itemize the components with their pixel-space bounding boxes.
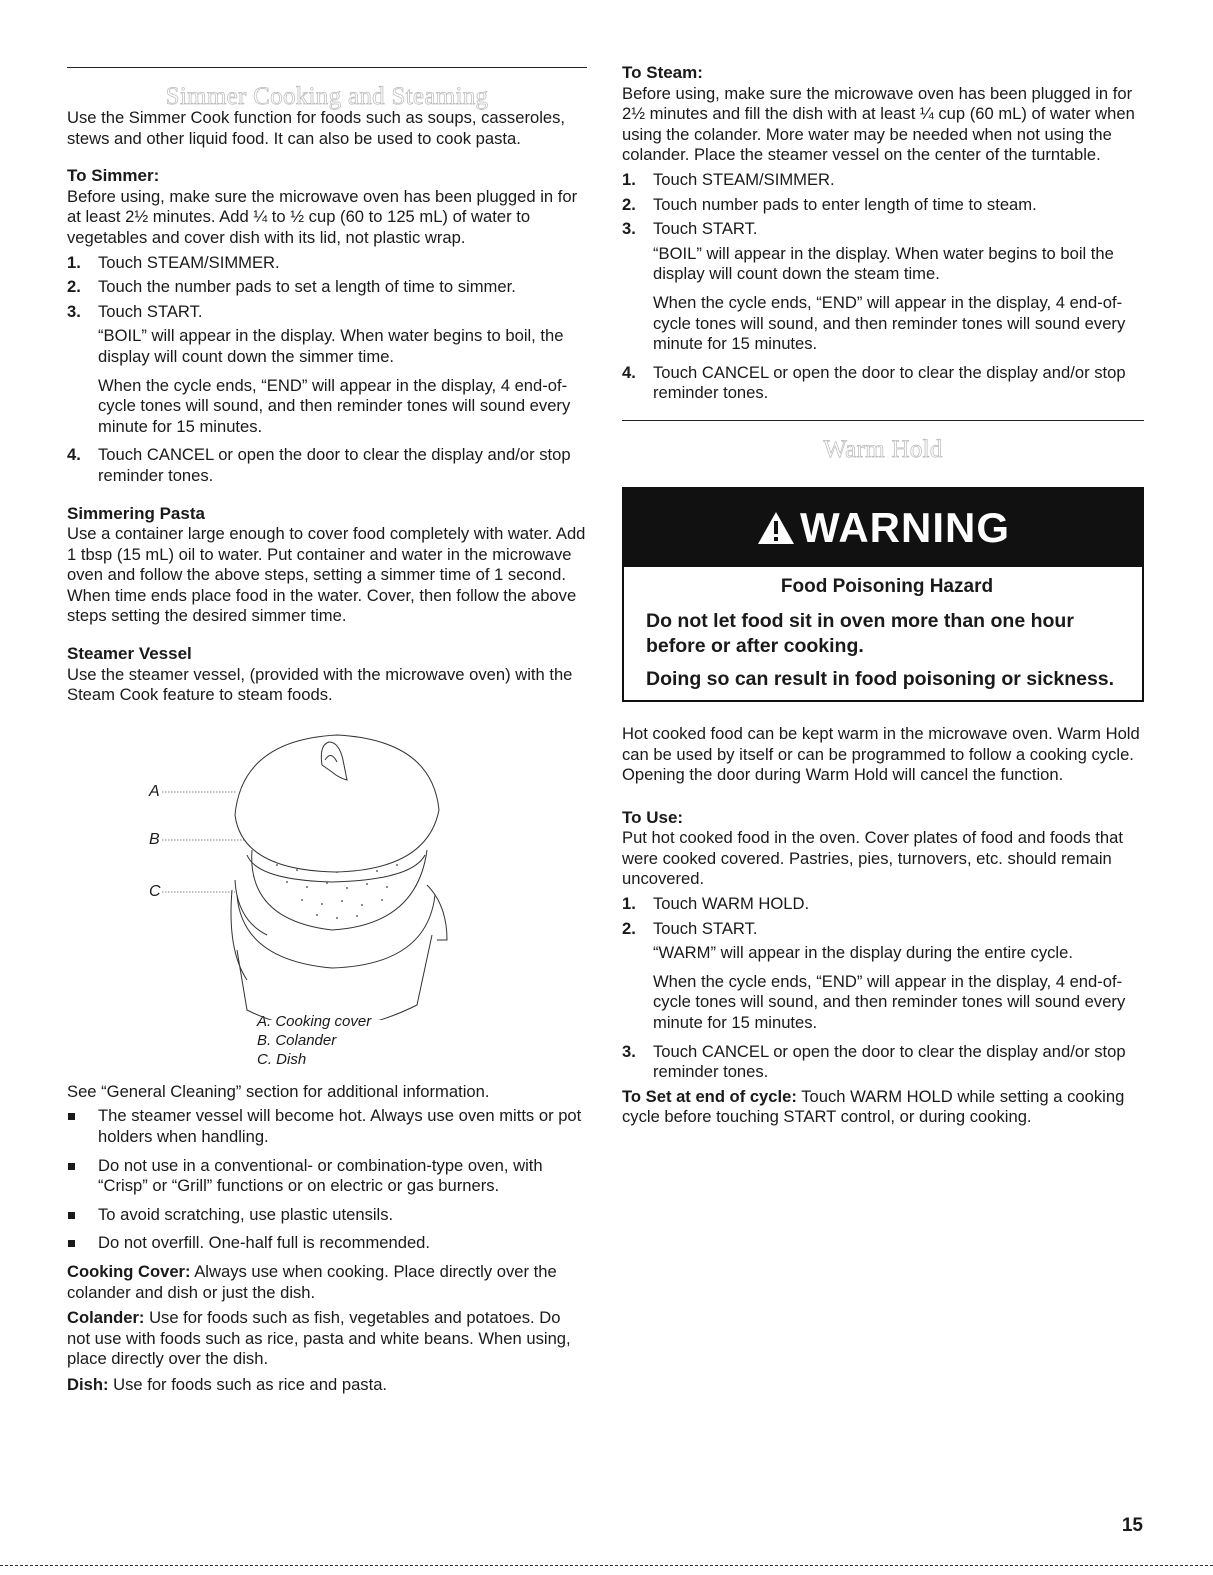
step-item: 3. Touch CANCEL or open the door to clear the display and/or stop reminder tones. bbox=[622, 1041, 1126, 1082]
caption-cooking-cover: A. Cooking cover bbox=[257, 1012, 372, 1030]
right-column bbox=[622, 0, 1144, 1128]
steam-boil-note: “BOIL” will appear in the display. When water begins to boil the display will count down the steam time. bbox=[653, 243, 1114, 284]
colander-paragraph: Colander: Use for foods such as fish, vegetables and potatoes. Do not use with foods such as rice, pasta and white beans. When using, place directly over the dish. bbox=[67, 1308, 571, 1369]
intro-paragraph: Use the Simmer Cook function for foods such as soups, casseroles, stews and other liquid food. It can also be used to cook pasta. bbox=[67, 108, 566, 148]
vessel-paragraph: Use the steamer vessel, (provided with the microwave oven) with the Steam Cook feature to steam foods. bbox=[67, 664, 573, 705]
use-paragraph: Put hot cooked food in the oven. Cover plates of food and foods that were cooked covered. Pastries, pies, turnovers, etc. should remain uncovered. bbox=[622, 828, 1123, 889]
section-rule bbox=[67, 67, 587, 68]
use-warm-note: “WARM” will appear in the display during the entire cycle. bbox=[653, 943, 1073, 963]
simmer-steps-cont bbox=[67, 445, 587, 486]
warning-header bbox=[624, 489, 1142, 567]
steamer-bullets bbox=[67, 1106, 587, 1254]
figure-label-c: C bbox=[149, 882, 161, 900]
step-item: 1. Touch WARM HOLD. bbox=[622, 894, 810, 914]
heading-to-simmer: To Simmer: bbox=[67, 166, 160, 186]
steamer-figure bbox=[67, 720, 587, 1020]
dish-paragraph: Dish: Use for foods such as rice and pasta. bbox=[67, 1374, 388, 1394]
steam-steps-cont bbox=[622, 363, 1144, 404]
warning-triangle-icon bbox=[756, 510, 796, 546]
warning-line-2: Doing so can result in food poisoning or sickness. bbox=[646, 667, 1115, 690]
figure-caption bbox=[67, 1012, 587, 1069]
bullet-item: Do not use in a conventional- or combination-type oven, with “Crisp” or “Grill” functions or on electric or gas burners. bbox=[67, 1156, 587, 1197]
heading-to-steam: To Steam: bbox=[622, 63, 703, 82]
bullet-item: Do not overfill. One-half full is recommended. bbox=[67, 1233, 587, 1254]
page-number: 15 bbox=[1121, 1515, 1143, 1536]
figure-label-b: B bbox=[149, 830, 160, 848]
simmer-boil-note: “BOIL” will appear in the display. When water begins to boil, the display will count down the simmer time. bbox=[98, 326, 564, 366]
steamer-vessel-illustration bbox=[67, 720, 587, 1020]
use-end-note: When the cycle ends, “END” will appear in the display, 4 end-of-cycle tones will sound, and then reminder tones will sound every minute for 15 minutes. bbox=[653, 971, 1126, 1033]
hazard-title: Food Poisoning Hazard bbox=[780, 575, 994, 597]
steam-end-note: When the cycle ends, “END” will appear in the display, 4 end-of-cycle tones will sound, and then reminder tones will sound every minute for 15 minutes. bbox=[653, 292, 1126, 354]
section-title-simmer: Simmer Cooking and Steaming bbox=[165, 83, 489, 110]
left-column bbox=[67, 0, 587, 1396]
section-rule bbox=[622, 420, 1144, 421]
step-item: 3. Touch START. bbox=[67, 301, 203, 321]
step-item: 3. Touch START. bbox=[622, 219, 758, 239]
step-item: 1. Touch STEAM/SIMMER. bbox=[622, 169, 835, 189]
simmer-steps bbox=[67, 253, 587, 323]
warning-word: WARNING bbox=[800, 503, 1010, 551]
heading-to-use: To Use: bbox=[622, 807, 684, 827]
bullet-item: The steamer vessel will become hot. Always use oven mitts or pot holders when handling. bbox=[67, 1106, 587, 1147]
steam-steps bbox=[622, 170, 1144, 240]
figure-label-a: A bbox=[149, 782, 160, 800]
step-item: 2. Touch number pads to enter length of time to steam. bbox=[622, 194, 1037, 214]
step-item: 4. Touch CANCEL or open the door to clear the display and/or stop reminder tones. bbox=[67, 445, 571, 485]
pasta-paragraph: Use a container large enough to cover food completely with water. Add 1 tbsp (15 mL) oil to water. Put container and water in the microwave oven and follow the above steps, setting a simmer time of 1 second. When time ends place food in the water. Cover, then follow the above steps setting the desired simmer time. bbox=[67, 524, 586, 626]
step-item: 4. Touch CANCEL or open the door to clear the display and/or stop reminder tones. bbox=[622, 362, 1126, 403]
use-steps bbox=[622, 894, 1144, 939]
warning-line-1: Do not let food sit in oven more than one hour before or after cooking. bbox=[646, 609, 1074, 657]
caption-colander: B. Colander bbox=[257, 1031, 337, 1049]
caption-dish: C. Dish bbox=[257, 1050, 307, 1068]
heading-simmering-pasta: Simmering Pasta bbox=[67, 503, 205, 523]
warning-box bbox=[622, 487, 1144, 702]
see-general-cleaning: See “General Cleaning” section for additional information. bbox=[67, 1081, 490, 1101]
use-steps-cont bbox=[622, 1042, 1144, 1083]
footer-dashed-line bbox=[0, 1565, 1213, 1567]
simmer-end-note: When the cycle ends, “END” will appear in the display, 4 end-of-cycle tones will sound, and then reminder tones will sound every minute for 15 minutes. bbox=[98, 375, 571, 436]
simmer-paragraph: Before using, make sure the microwave oven has been plugged in for at least 2½ minutes. Add ¼ to ½ cup (60 to 125 mL) of water to vegetables and cover dish with its lid, not plastic wrap. bbox=[67, 186, 578, 247]
steam-paragraph: Before using, make sure the microwave oven has been plugged in for 2½ minutes and fill the dish with at least ¼ cup (60 mL) of water when using the colander. More water may be needed when not using the colander. Place the steamer vessel on the center of the turntable. bbox=[622, 83, 1135, 165]
step-item: 2. Touch the number pads to set a length of time to simmer. bbox=[67, 277, 516, 297]
heading-steamer-vessel: Steamer Vessel bbox=[67, 644, 192, 664]
step-item: 2. Touch START. bbox=[622, 918, 758, 938]
cooking-cover-paragraph: Cooking Cover: Always use when cooking. Place directly over the colander and dish or just the dish. bbox=[67, 1262, 557, 1302]
warm-hold-paragraph: Hot cooked food can be kept warm in the microwave oven. Warm Hold can be used by itself or can be programmed to follow a cooking cycle. Opening the door during Warm Hold will cancel the function. bbox=[622, 723, 1140, 785]
warning-body bbox=[624, 567, 1142, 700]
set-end-of-cycle-paragraph: To Set at end of cycle: Touch WARM HOLD while setting a cooking cycle before touching START control, or during cooking. bbox=[622, 1086, 1125, 1127]
step-item: 1. Touch STEAM/SIMMER. bbox=[67, 252, 280, 272]
section-title-warm-hold: Warm Hold bbox=[823, 435, 943, 463]
bullet-item: To avoid scratching, use plastic utensils. bbox=[67, 1205, 587, 1226]
